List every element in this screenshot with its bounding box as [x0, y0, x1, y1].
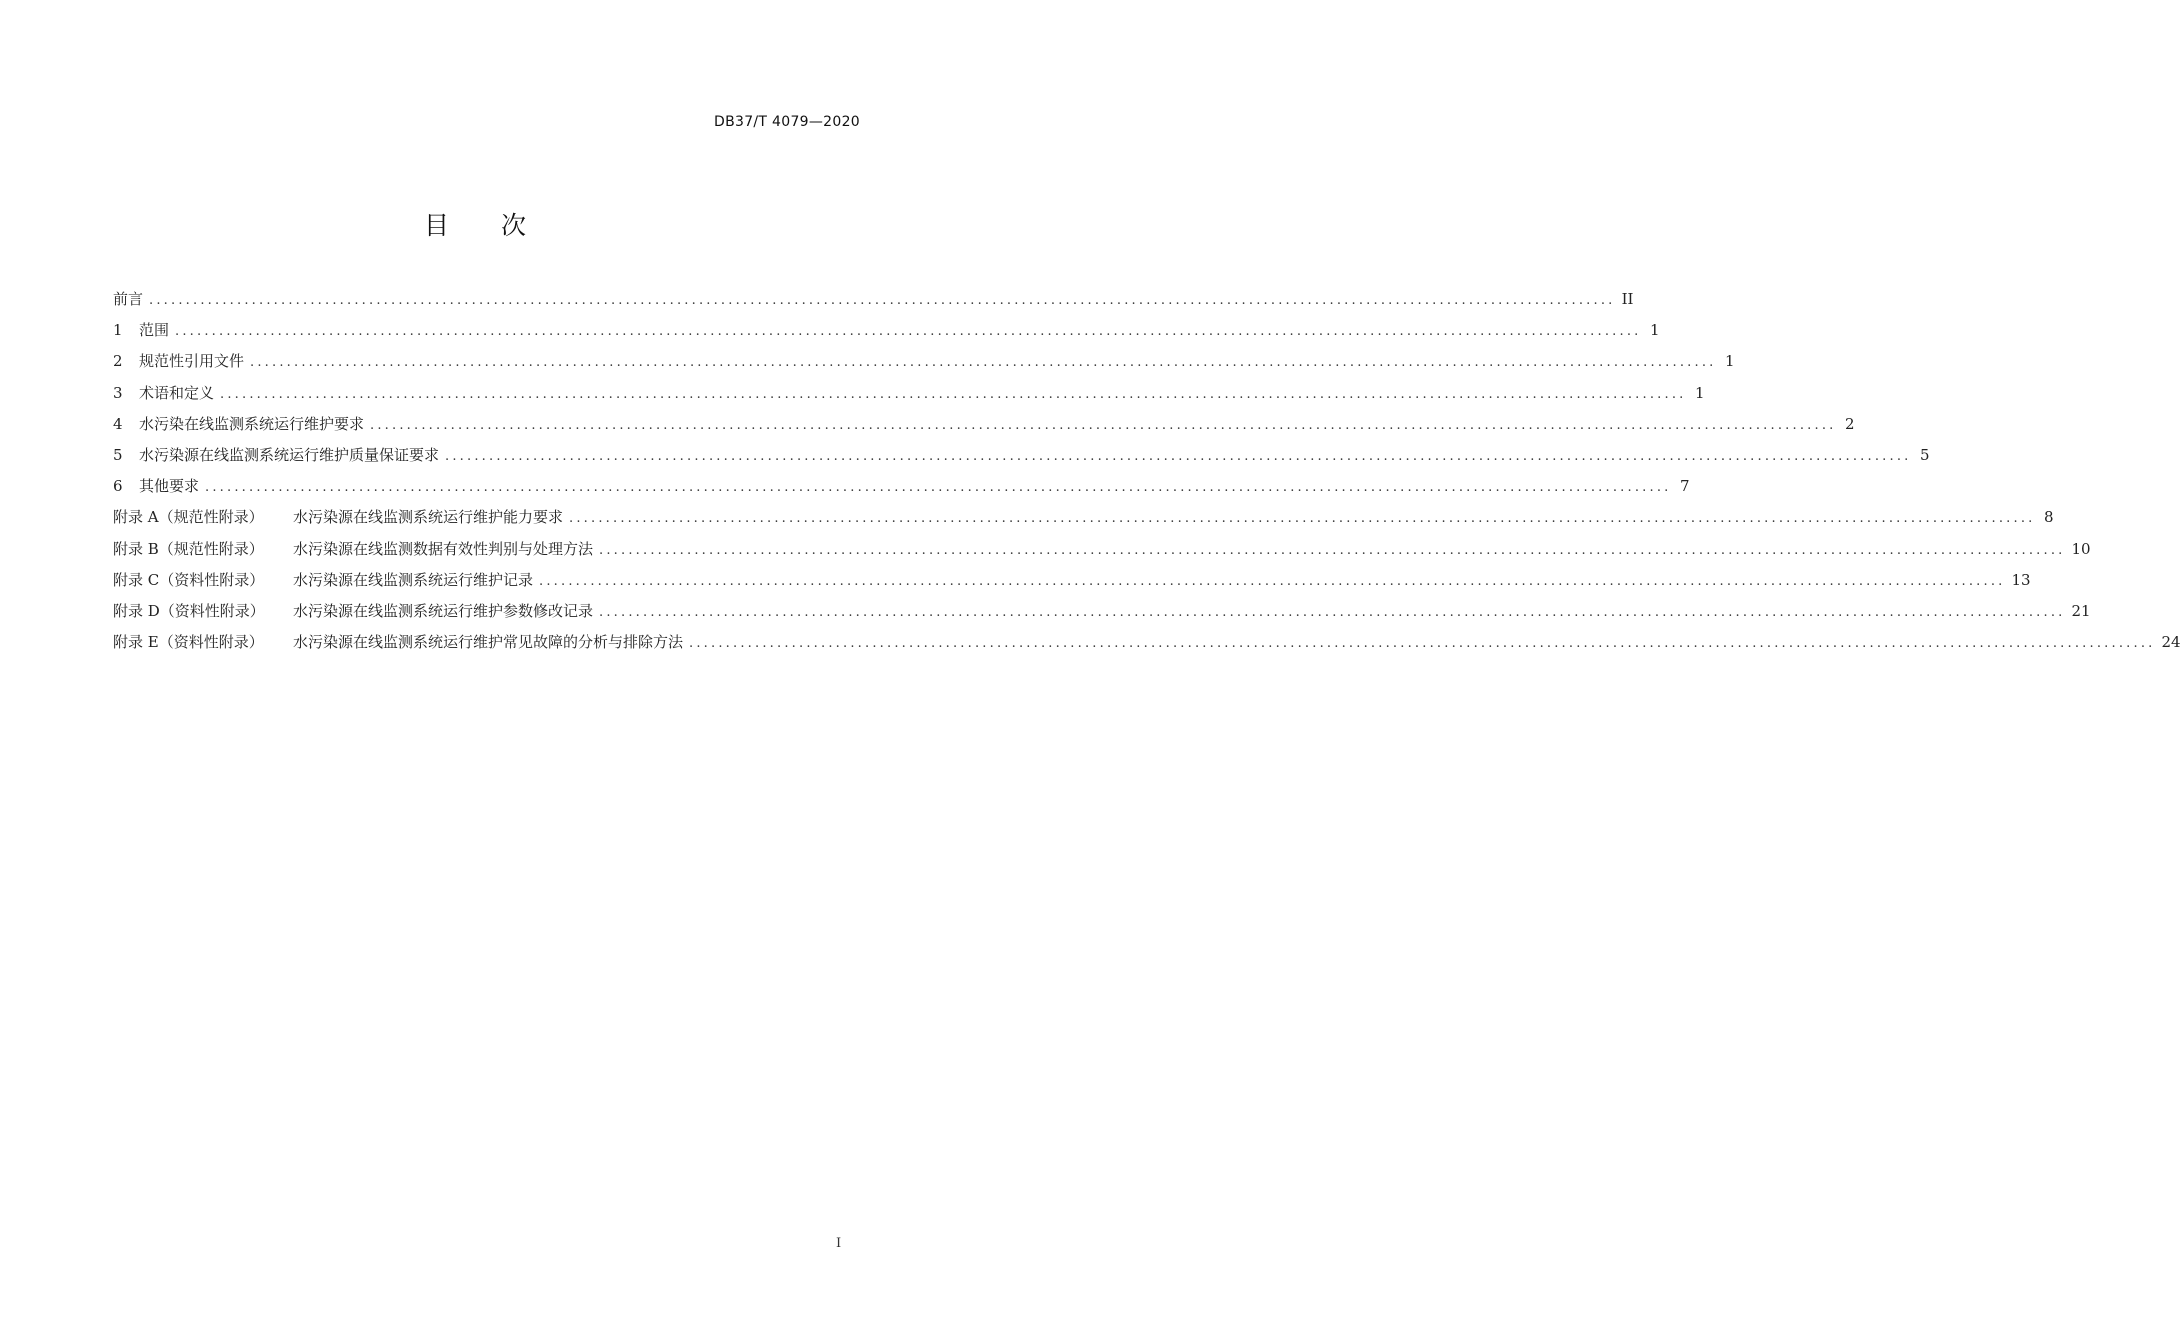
document-code: DB37/T 4079—2020 [714, 114, 860, 130]
toc-entry-title: 范围 [139, 321, 170, 340]
toc-dot-leader: ........................................................................................................................................................................................................ [445, 448, 1912, 464]
toc-entry-appendix-label: 附录 D（资料性附录） [113, 601, 265, 620]
toc-entry-title: 规范性引用文件 [139, 352, 245, 371]
toc-entry-page: II [1621, 290, 1634, 308]
toc-dot-leader: ........................................................................................................................................................................................................ [599, 604, 2066, 620]
toc-entry[interactable] [113, 378, 1705, 409]
page-title: 目 次 [424, 211, 548, 240]
toc-dot-leader: ........................................................................................................................................................................................................ [539, 573, 2006, 589]
toc-entry[interactable] [113, 596, 2091, 627]
toc-entry-page: 1 [1694, 383, 1705, 402]
toc-entry[interactable] [113, 315, 1660, 346]
toc-entry-title: 水污染源在线监测系统运行维护记录 [293, 570, 534, 589]
toc-entry-title: 水污染源在线监测数据有效性判别与处理方法 [293, 539, 594, 558]
toc-entry-number: 5 [113, 445, 123, 464]
toc-entry-title: 水污染在线监测系统运行维护要求 [139, 414, 365, 433]
toc-entry[interactable] [113, 346, 1735, 377]
toc-entry-page: 13 [2011, 570, 2031, 589]
toc-entry-appendix-label: 附录 E（资料性附录） [113, 633, 264, 652]
toc-entry-page: 24 [2161, 633, 2181, 652]
toc-entry-number: 2 [113, 352, 123, 371]
toc-entry[interactable] [113, 627, 2181, 658]
toc-entry-number: 1 [113, 321, 123, 340]
toc-dot-leader: ........................................................................................................................................................................................................ [149, 293, 1616, 308]
toc-entry[interactable] [113, 534, 2091, 565]
footer-page-number: I [836, 1236, 842, 1251]
toc-entry[interactable] [113, 471, 1690, 502]
toc-entry-appendix-label: 附录 C（资料性附录） [113, 570, 265, 589]
toc-dot-leader: ........................................................................................................................................................................................................ [205, 480, 1672, 496]
toc-entry-page: 7 [1679, 477, 1690, 496]
toc-entry-page: 5 [1919, 445, 1930, 464]
toc-entry-number: 6 [113, 477, 123, 496]
toc-entry-title: 水污染源在线监测系统运行维护质量保证要求 [139, 445, 440, 464]
toc-entry-title: 水污染源在线监测系统运行维护能力要求 [293, 508, 564, 527]
toc-entry-title: 术语和定义 [139, 383, 215, 402]
toc-entry[interactable] [113, 440, 1930, 471]
toc-entry-title: 其他要求 [139, 477, 200, 496]
toc-entry-title: 前言 [113, 290, 144, 308]
toc-entry-title: 水污染源在线监测系统运行维护参数修改记录 [293, 601, 594, 620]
toc-dot-leader: ........................................................................................................................................................................................................ [250, 355, 1717, 371]
toc-entry-page: 21 [2071, 601, 2091, 620]
toc-dot-leader: ........................................................................................................................................................................................................ [599, 542, 2066, 558]
toc-entry-page: 1 [1649, 321, 1660, 340]
toc-dot-leader: ........................................................................................................................................................................................................ [220, 386, 1687, 402]
toc-entry-page: 10 [2071, 539, 2091, 558]
toc-entry-page: 1 [1724, 352, 1735, 371]
toc-entry-appendix-label: 附录 A（规范性附录） [113, 508, 264, 527]
toc-entry-page: 8 [2043, 508, 2054, 527]
toc-entry[interactable] [113, 565, 2031, 596]
toc-entry[interactable] [113, 409, 1855, 440]
toc-dot-leader: ........................................................................................................................................................................................................ [175, 324, 1642, 340]
toc-entry[interactable] [113, 284, 1634, 315]
toc-dot-leader: ........................................................................................................................................................................................................ [689, 636, 2156, 652]
toc-entry-appendix-label: 附录 B（规范性附录） [113, 539, 264, 558]
toc-dot-leader: ........................................................................................................................................................................................................ [569, 511, 2036, 527]
toc-entry-number: 4 [113, 414, 123, 433]
toc-entry-number: 3 [113, 383, 123, 402]
toc-dot-leader: ........................................................................................................................................................................................................ [370, 417, 1837, 433]
toc-entry-title: 水污染源在线监测系统运行维护常见故障的分析与排除方法 [293, 633, 684, 652]
table-of-contents [113, 284, 2181, 658]
toc-entry[interactable] [113, 502, 2054, 533]
toc-entry-page: 2 [1844, 414, 1855, 433]
